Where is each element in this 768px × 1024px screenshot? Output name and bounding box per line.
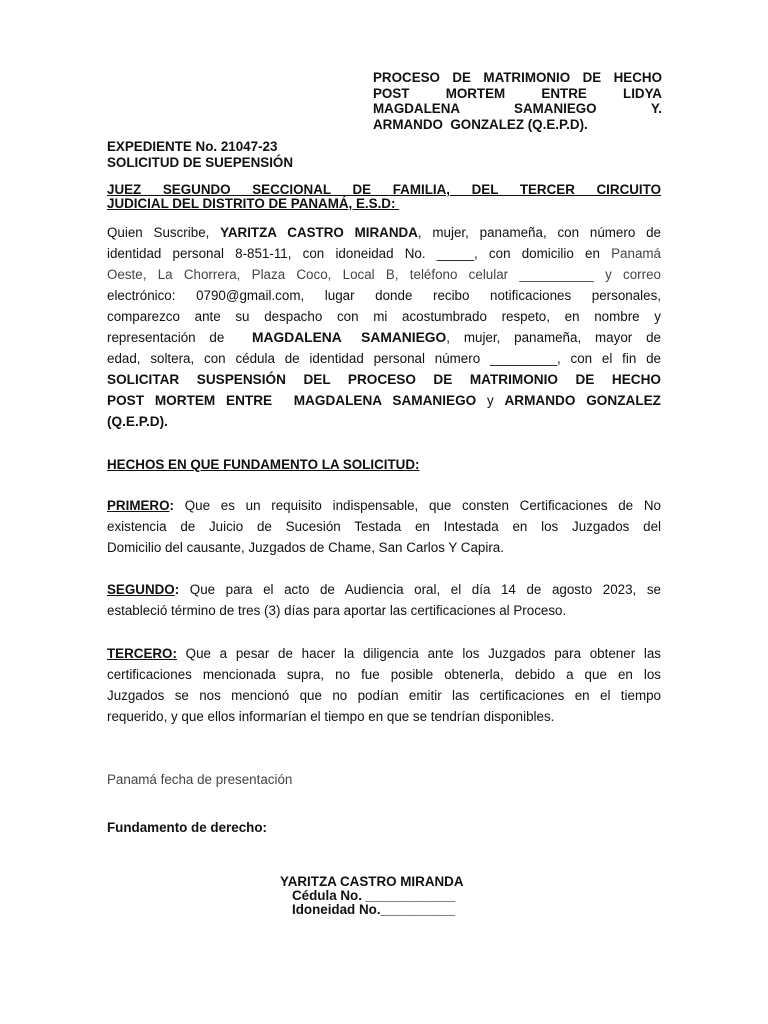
represented-name: MAGDALENA SAMANIEGO (252, 330, 447, 345)
signature-cedula: Cédula No. ____________ (292, 888, 456, 903)
petitioner-name: YARITZA CASTRO MIRANDA (220, 225, 418, 240)
request-statement: SOLICITAR SUSPENSIÓN DEL PROCESO DE MATRIMONIO DE HECHO (107, 372, 661, 387)
intro-paragraph: Quien Suscribe, YARITZA CASTRO MIRANDA, mujer, panameña, con número de identidad personal 8-851-11, con idoneidad No. _____, con domicilio en Panamá Oeste, La Chorrera, Plaza Coco, Local B, teléfono celular __________ y correo electrónico: 0790@gmail.com, lugar donde recibo notificaciones personales, comparezco ante su despacho con mi acostumbrado respeto, en nombre y representación de MAGDALENA SAMANIEGO, mujer, panameña, mayor de edad, soltera, con cédula de identidad personal número _________, con el fin de SOLICITAR SUSPENSIÓN DEL PROCESO DE MATRIMONIO DE HECHO POST MORTEM ENTRE MAGDALENA SAMANIEGO y ARMANDO GONZALEZ (Q.E.P.D). (107, 225, 661, 429)
legal-basis: Fundamento de derecho: (107, 820, 267, 835)
facts-heading: HECHOS EN QUE FUNDAMENTO LA SOLICITUD: (107, 457, 420, 472)
case-number: EXPEDIENTE No. 21047-23 (107, 139, 278, 154)
fact-first: PRIMERO: Que es un requisito indispensable, que consten Certificaciones de No existencia de Juicio de Sucesión Testada en Intestada en los Juzgados del Domicilio del causante, Juzgados de Chame, San Carlos Y Capira. (107, 498, 661, 555)
process-title-line: POST MORTEM ENTRE LIDYA (373, 85, 662, 101)
date-line: Panamá fecha de presentación (107, 772, 293, 787)
fact-label: TERCERO: (107, 646, 177, 661)
fact-label: PRIMERO (107, 498, 170, 513)
addressee (107, 183, 661, 211)
request-subject: SOLICITUD DE SUEPENSIÓN (107, 154, 294, 170)
case-file-block (107, 139, 293, 170)
process-title (373, 70, 662, 132)
signature-idoneidad: Idoneidad No.__________ (292, 902, 455, 917)
addressee-line: JUEZ SEGUNDO SECCIONAL DE FAMILIA, DEL TERCER CIRCUITO (107, 182, 661, 197)
fact-third: TERCERO: Que a pesar de hacer la diligencia ante los Juzgados para obtener las certificaciones mencionada supra, no fue posible obtenerla, debido a que en los Juzgados se nos mencionó que no podían emitir las certificaciones en el tiempo requerido, y que ellos informarían el tiempo en que se tendrían disponibles. (107, 646, 661, 724)
fact-second: SEGUNDO: Que para el acto de Audiencia oral, el día 14 de agosto 2023, se estableció término de tres (3) días para aportar las certificaciones al Proceso. (107, 582, 661, 618)
process-title-line: PROCESO DE MATRIMONIO DE HECHO (373, 70, 662, 85)
process-title-line: MAGDALENA SAMANIEGO Y. (373, 101, 662, 116)
addressee-line: JUDICIAL DEL DISTRITO DE PANAMÁ, E.S.D: (107, 196, 400, 211)
fact-label: SEGUNDO (107, 582, 175, 597)
process-title-line: ARMANDO GONZALEZ (Q.E.P.D). (373, 116, 588, 132)
signature-name: YARITZA CASTRO MIRANDA (280, 874, 464, 889)
